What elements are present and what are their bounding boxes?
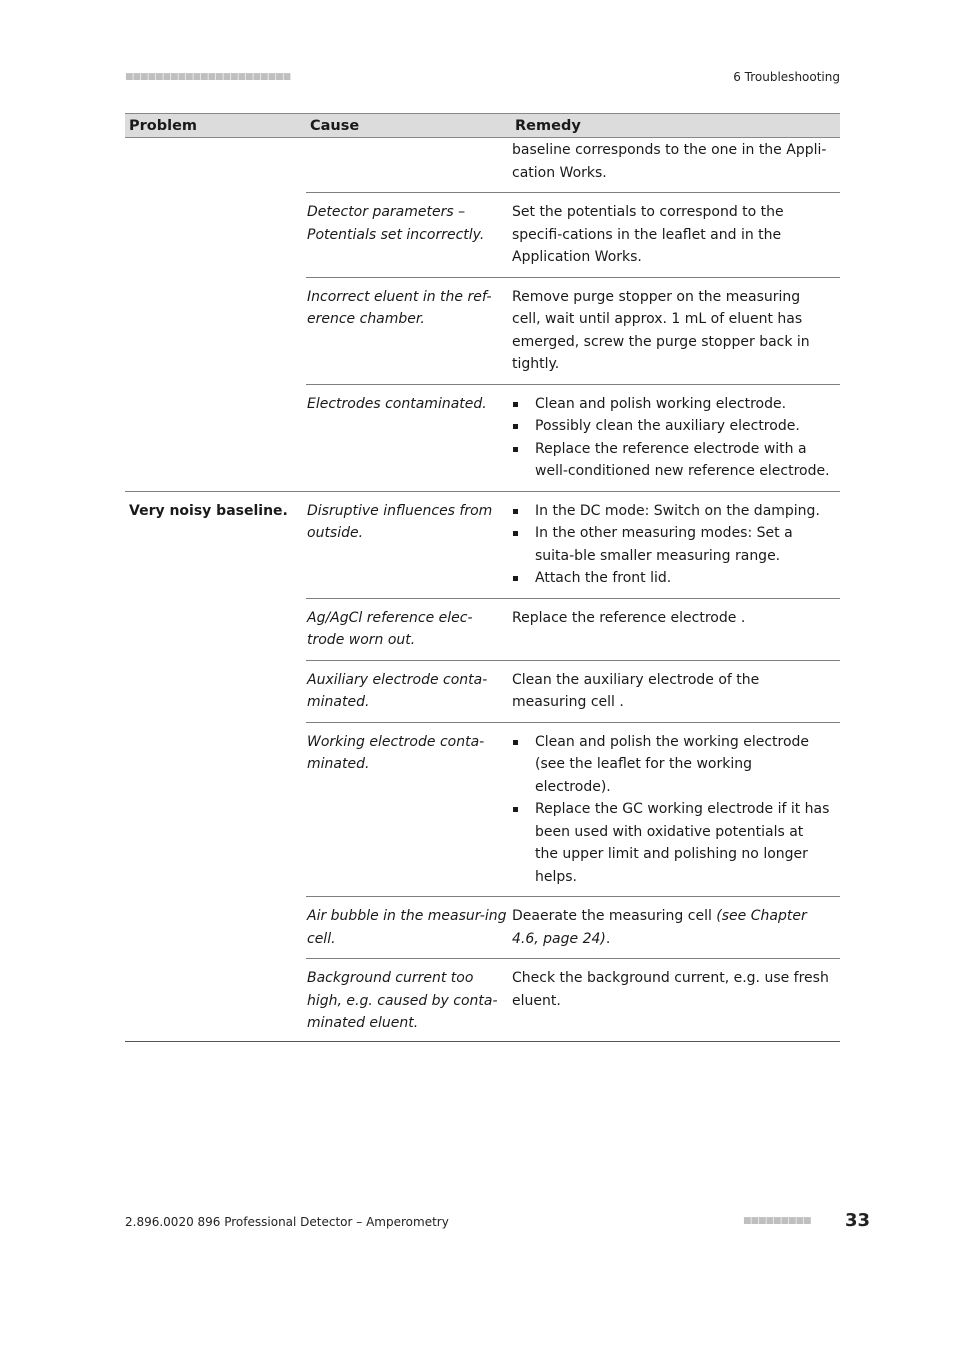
cause-cell: Auxiliary electrode conta-minated. <box>306 660 511 722</box>
chapter-reference-link[interactable]: (see Chapter 4.6, page 24) <box>512 908 807 947</box>
remedy-cell: Clean the auxiliary electrode of the measuring cell . <box>511 660 840 722</box>
cause-cell: Background current too high, e.g. caused by conta-minated eluent. <box>306 959 511 1042</box>
bullet-icon <box>513 424 518 429</box>
list-item <box>512 500 830 523</box>
cause-cell: Incorrect eluent in the ref-erence chamber. <box>306 277 511 384</box>
list-item-text: In the other measuring modes: Set a suita-ble smaller measuring range. <box>535 525 793 564</box>
remedy-cell <box>511 897 840 959</box>
remedy-cell: Set the potentials to correspond to the specifi-cations in the leaflet and in the Application Works. <box>511 193 840 278</box>
remedy-list <box>512 393 830 483</box>
cause-cell: Detector parameters – Potentials set incorrectly. <box>306 193 511 278</box>
list-item-text: Replace the GC working electrode if it has been used with oxidative potentials at the upper limit and polishing no longer helps. <box>535 801 830 885</box>
table-row <box>125 277 840 384</box>
problem-cell <box>125 722 306 897</box>
footer-decoration: ■■■■■■■■■ <box>743 1216 811 1226</box>
list-item-text: Possibly clean the auxiliary electrode. <box>535 418 800 434</box>
list-item-text: Clean and polish working electrode. <box>535 395 787 412</box>
table-row <box>125 959 840 1042</box>
column-header-cause: Cause <box>306 114 511 138</box>
cause-cell <box>306 138 511 193</box>
cause-cell: Electrodes contaminated. <box>306 384 511 491</box>
bullet-icon <box>513 447 518 452</box>
list-item <box>512 731 830 799</box>
bullet-icon <box>513 576 518 581</box>
cause-cell: Working electrode conta-minated. <box>306 722 511 897</box>
remedy-cell <box>511 722 840 897</box>
table-row <box>125 138 840 193</box>
page-number: 33 <box>845 1210 871 1231</box>
table-row <box>125 491 840 598</box>
table-row <box>125 384 840 491</box>
remedy-list <box>512 731 830 889</box>
list-item <box>512 415 830 438</box>
bullet-icon <box>513 531 518 536</box>
list-item <box>512 522 830 567</box>
document-title: 2.896.0020 896 Professional Detector – Amperometry <box>125 1215 449 1229</box>
list-item-text: Clean and polish the working electrode (see the leaflet for the working electrode). <box>535 733 810 795</box>
table-row <box>125 897 840 959</box>
remedy-text-end: . <box>605 930 611 947</box>
list-item <box>512 798 830 888</box>
remedy-cell: baseline corresponds to the one in the Appli-cation Works. <box>512 142 827 181</box>
bullet-icon <box>513 402 518 407</box>
cause-cell: Air bubble in the measur-ing cell. <box>306 897 511 959</box>
remedy-cell <box>511 384 840 491</box>
list-item <box>512 438 830 483</box>
problem-cell <box>125 897 306 959</box>
problem-cell <box>125 277 306 384</box>
problem-cell <box>125 959 306 1042</box>
problem-cell <box>125 384 306 491</box>
table-row <box>125 660 840 722</box>
header-decoration: ■■■■■■■■■■■■■■■■■■■■■■ <box>125 72 291 82</box>
problem-cell <box>125 193 306 278</box>
table-header-row <box>125 114 840 138</box>
troubleshooting-table <box>125 113 840 1042</box>
problem-cell <box>125 138 306 193</box>
cause-cell: Ag/AgCl reference elec-trode worn out. <box>306 598 511 660</box>
list-item-text: In the DC mode: Switch on the damping. <box>535 502 820 519</box>
list-item <box>512 393 830 416</box>
cause-cell: Disruptive influences from outside. <box>306 491 511 598</box>
column-header-remedy: Remedy <box>511 114 840 138</box>
remedy-cell: Remove purge stopper on the measuring cell, wait until approx. 1 mL of eluent has emerged, screw the purge stopper back in tightly. <box>511 277 840 384</box>
remedy-list <box>512 500 830 590</box>
problem-cell: Very noisy baseline. <box>125 491 306 598</box>
remedy-cell: Replace the reference electrode . <box>511 598 840 660</box>
problem-cell <box>125 598 306 660</box>
remedy-cell <box>511 491 840 598</box>
remedy-text: Deaerate the measuring cell <box>512 908 717 924</box>
table-row <box>125 193 840 278</box>
column-header-problem: Problem <box>125 114 306 138</box>
bullet-icon <box>513 807 518 812</box>
remedy-cell: Check the background current, e.g. use fresh eluent. <box>511 959 840 1042</box>
bullet-icon <box>513 509 518 514</box>
list-item <box>512 567 830 590</box>
problem-cell <box>125 660 306 722</box>
table-row <box>125 598 840 660</box>
table-row <box>125 722 840 897</box>
chapter-title: 6 Troubleshooting <box>733 70 840 84</box>
bullet-icon <box>513 740 518 745</box>
list-item-text: Replace the reference electrode with a well-conditioned new reference electrode. <box>535 440 830 479</box>
list-item-text: Attach the front lid. <box>535 570 672 586</box>
